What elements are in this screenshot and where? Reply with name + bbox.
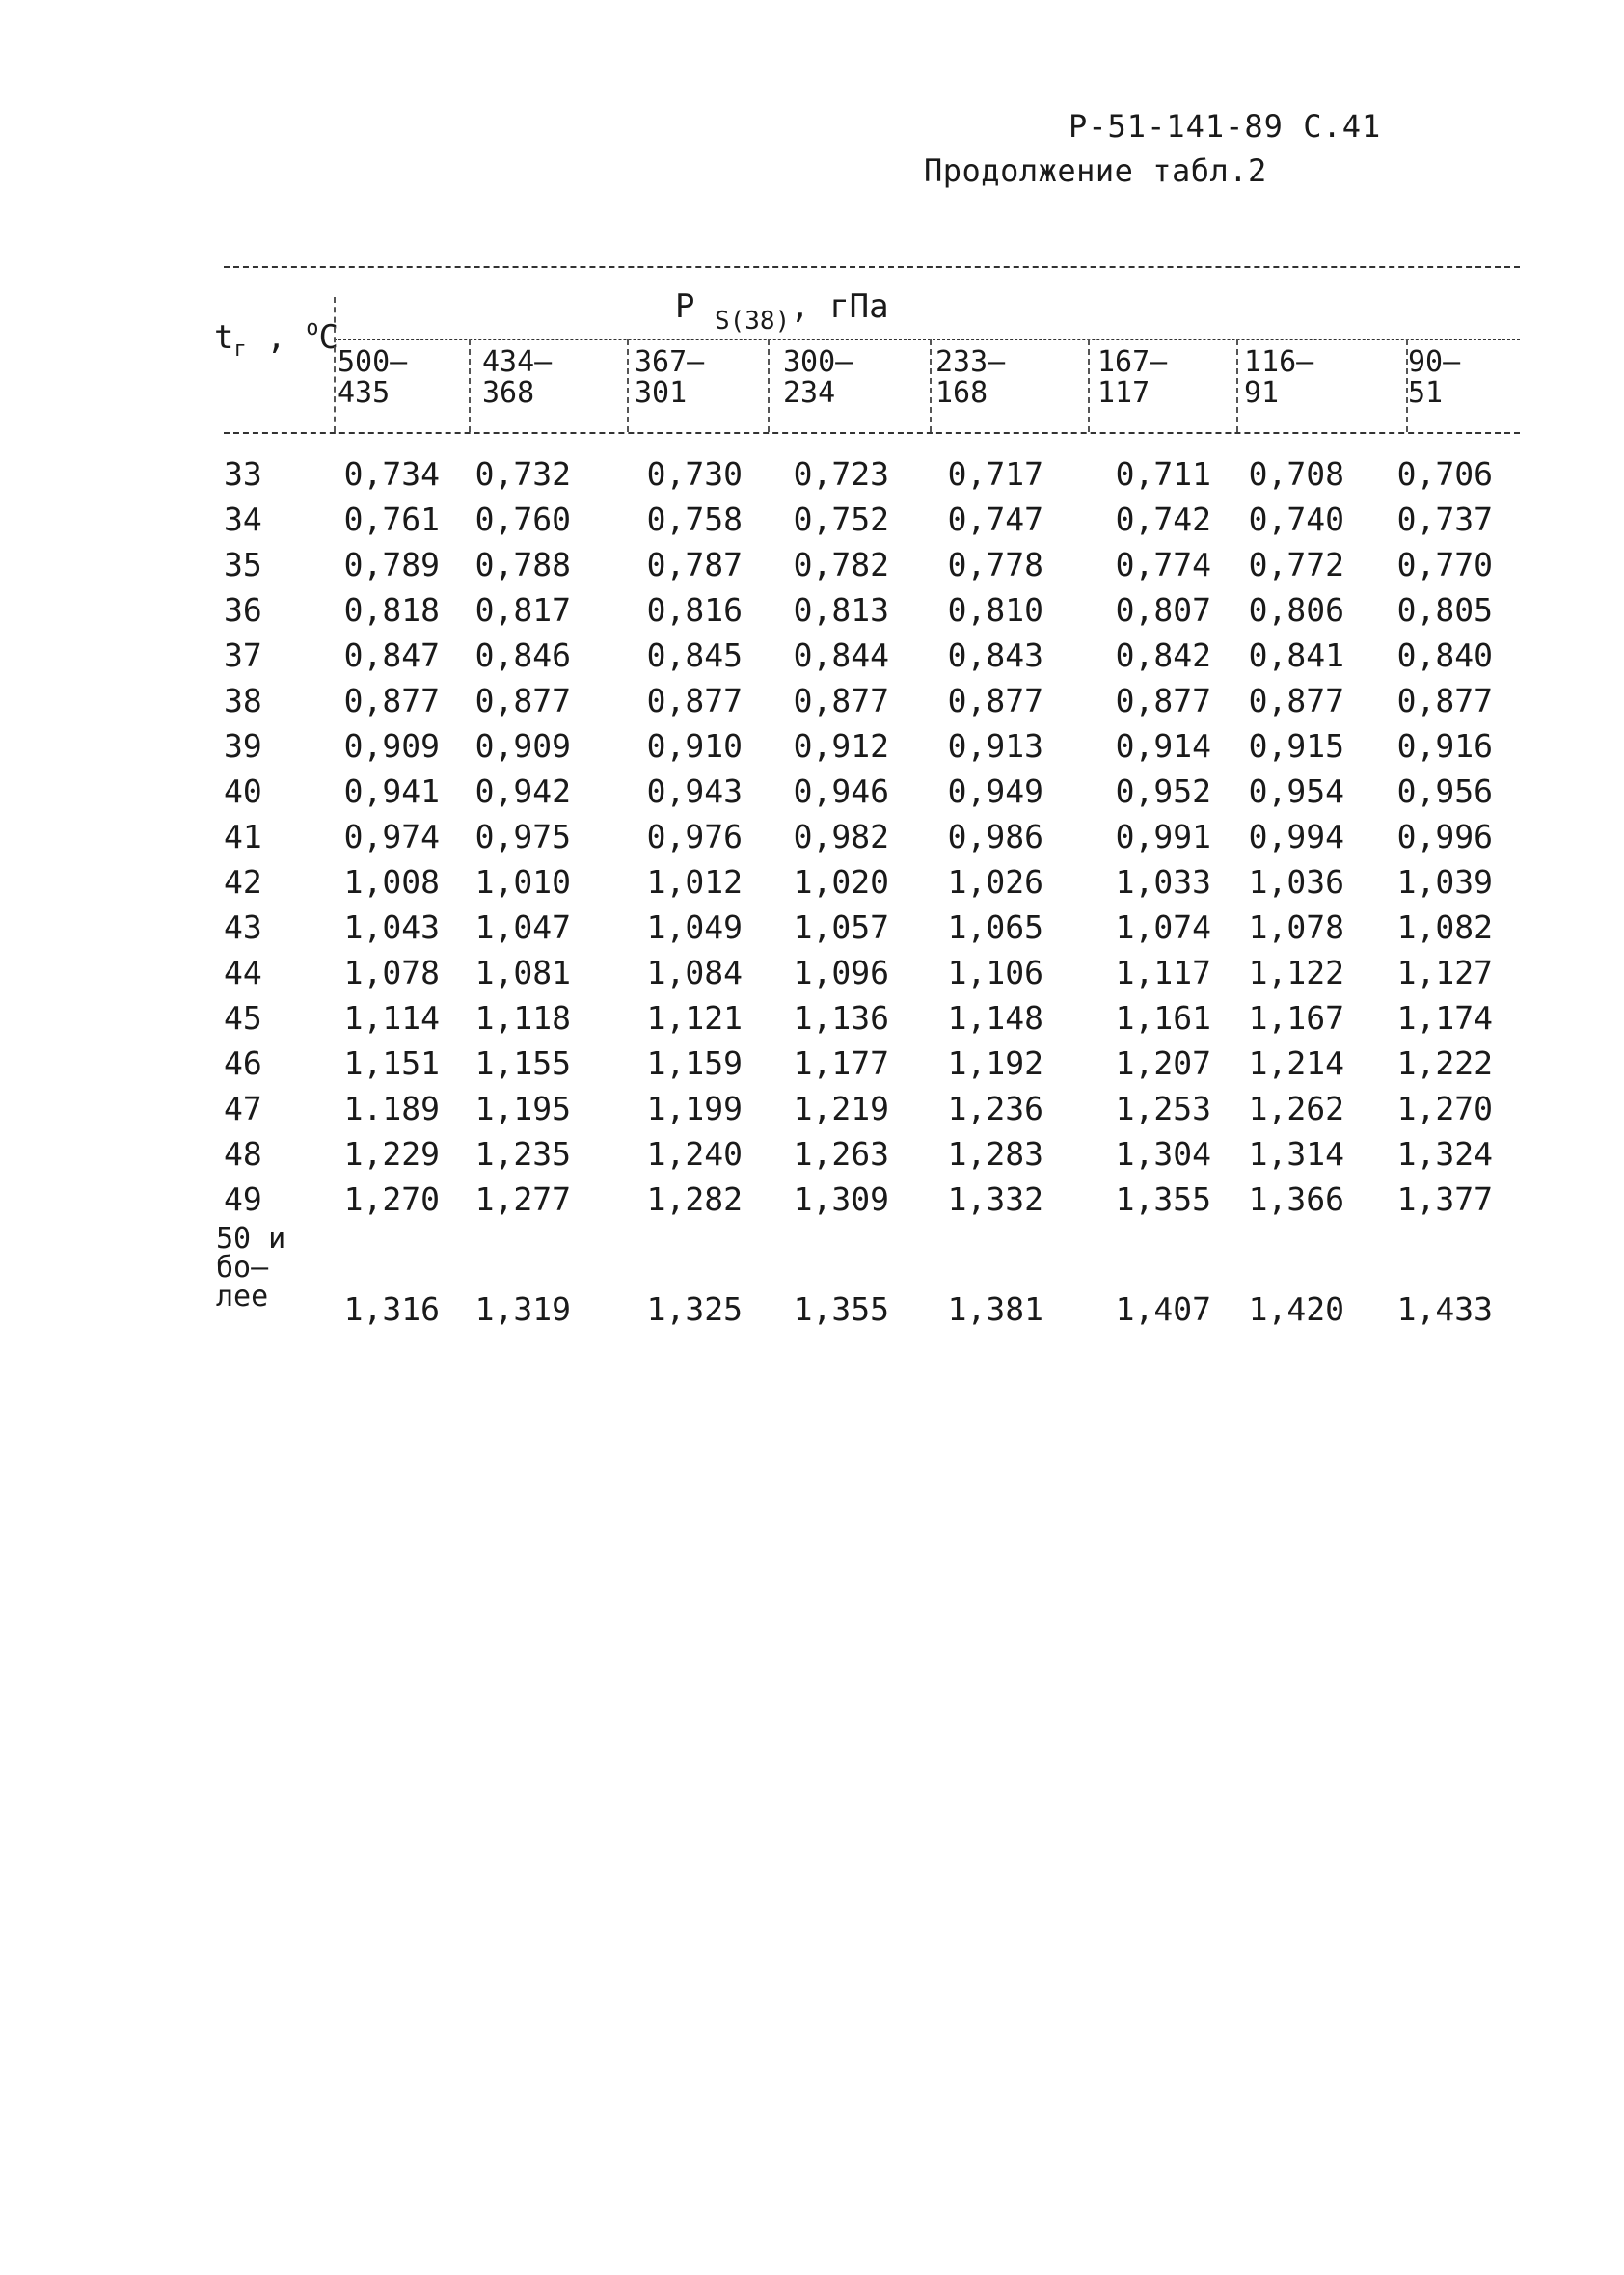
table-cell: 1,324	[1396, 1135, 1493, 1173]
row-label: 33	[224, 455, 262, 493]
row-label: 48	[224, 1135, 262, 1173]
table-cell-last-row: 1,316	[343, 1290, 440, 1328]
column-header-bottom: 234	[783, 376, 836, 410]
table-cell: 1,036	[1248, 863, 1344, 901]
row-header-sub: г	[233, 338, 247, 362]
table-cell: 0,847	[343, 636, 440, 674]
row-header-symbol: t	[214, 318, 234, 357]
table-cell: 1,304	[1115, 1135, 1211, 1173]
table-cell: 0,752	[793, 501, 889, 538]
table-cell: 0,747	[947, 501, 1043, 538]
table-cell: 1,235	[474, 1135, 571, 1173]
table-cell: 0,941	[343, 772, 440, 810]
column-header-top: 367–	[635, 345, 705, 379]
table-cell: 0,740	[1248, 501, 1344, 538]
table-cell: 1,082	[1396, 908, 1493, 946]
table-cell: 1,309	[793, 1180, 889, 1218]
table-cell: 0,916	[1396, 727, 1493, 765]
table-cell: 1,008	[343, 863, 440, 901]
table-cell: 0,761	[343, 501, 440, 538]
table-cell: 1,161	[1115, 999, 1211, 1037]
table-cell: 0,758	[646, 501, 743, 538]
table-cell: 0,845	[646, 636, 743, 674]
table-cell-last-row: 1,433	[1396, 1290, 1493, 1328]
column-header-top: 233–	[935, 345, 1006, 379]
table-cell: 0,843	[947, 636, 1043, 674]
table-cell: 0,789	[343, 546, 440, 583]
column-header-bottom: 301	[635, 376, 688, 410]
row-header-unit: С	[318, 318, 338, 357]
table-cell: 0,844	[793, 636, 889, 674]
column-header	[1244, 347, 1313, 409]
table-cell: 0,772	[1248, 546, 1344, 583]
table-cell: 1,366	[1248, 1180, 1344, 1218]
table-cell: 1,151	[343, 1044, 440, 1082]
table-cell: 1,117	[1115, 954, 1211, 991]
table-cell: 0,818	[343, 591, 440, 629]
table-cell: 0,982	[793, 818, 889, 855]
row-label: 37	[224, 636, 262, 674]
last-row-label-line: лее	[216, 1280, 269, 1314]
table-cell: 1,214	[1248, 1044, 1344, 1082]
header-bottom-rule	[224, 432, 1520, 434]
header-mid-rule	[334, 339, 1520, 340]
table-cell: 1,270	[343, 1180, 440, 1218]
column-divider	[768, 339, 770, 432]
row-header: $t_г$ , $^o$С	[214, 316, 338, 362]
column-header-top: 116–	[1244, 345, 1314, 379]
table-cell: 0,778	[947, 546, 1043, 583]
row-header-unit-sup: o	[306, 316, 319, 340]
column-header-bottom: 168	[935, 376, 988, 410]
table-cell: 1,377	[1396, 1180, 1493, 1218]
table-cell: 0,723	[793, 455, 889, 493]
table-cell: 1,074	[1115, 908, 1211, 946]
table-cell: 1,047	[474, 908, 571, 946]
table-cell: 0,742	[1115, 501, 1211, 538]
table-cell-last-row: 1,381	[947, 1290, 1043, 1328]
table-cell: 1.189	[343, 1090, 440, 1127]
table-cell: 0,877	[1115, 682, 1211, 719]
table-cell: 0,915	[1248, 727, 1344, 765]
table-cell: 0,737	[1396, 501, 1493, 538]
table-cell: 1,195	[474, 1090, 571, 1127]
table-cell-last-row: 1,355	[793, 1290, 889, 1328]
table-cell: 1,106	[947, 954, 1043, 991]
table-cell: 0,909	[474, 727, 571, 765]
table-cell: 1,199	[646, 1090, 743, 1127]
table-cell: 0,717	[947, 455, 1043, 493]
column-header-bottom: 51	[1408, 376, 1444, 410]
table-cell: 1,020	[793, 863, 889, 901]
table-cell: 1,012	[646, 863, 743, 901]
table-cell: 1,057	[793, 908, 889, 946]
table-cell: 1,118	[474, 999, 571, 1037]
table-cell: 1,026	[947, 863, 1043, 901]
row-label: 44	[224, 954, 262, 991]
table-cell: 1,148	[947, 999, 1043, 1037]
table-top-rule	[224, 266, 1520, 268]
table-cell-last-row: 1,325	[646, 1290, 743, 1328]
table-cell: 0,708	[1248, 455, 1344, 493]
column-group-header	[675, 287, 889, 336]
row-label: 49	[224, 1180, 262, 1218]
table-cell: 1,263	[793, 1135, 889, 1173]
table-cell: 0,770	[1396, 546, 1493, 583]
table-cell: 1,081	[474, 954, 571, 991]
table-cell: 0,760	[474, 501, 571, 538]
table-cell: 1,114	[343, 999, 440, 1037]
column-header	[1408, 347, 1460, 409]
table-continuation-title: Продолжение табл.2	[924, 152, 1267, 189]
table-cell: 1,270	[1396, 1090, 1493, 1127]
last-row-label-line: бо–	[216, 1251, 269, 1285]
row-label: 34	[224, 501, 262, 538]
column-header	[935, 347, 1005, 409]
row-label: 43	[224, 908, 262, 946]
table-cell: 0,877	[1396, 682, 1493, 719]
table-cell: 0,910	[646, 727, 743, 765]
row-label: 40	[224, 772, 262, 810]
column-divider	[1236, 339, 1238, 432]
table-cell: 1,155	[474, 1044, 571, 1082]
table-cell: 1,159	[646, 1044, 743, 1082]
table-cell-last-row: 1,407	[1115, 1290, 1211, 1328]
row-label: 46	[224, 1044, 262, 1082]
table-cell-last-row: 1,420	[1248, 1290, 1344, 1328]
row-label: 36	[224, 591, 262, 629]
table-cell: 0,842	[1115, 636, 1211, 674]
table-cell: 0,877	[646, 682, 743, 719]
table-cell: 0,732	[474, 455, 571, 493]
table-cell: 1,122	[1248, 954, 1344, 991]
table-cell: 1,010	[474, 863, 571, 901]
table-cell: 0,956	[1396, 772, 1493, 810]
column-header	[338, 347, 407, 409]
column-header	[635, 347, 704, 409]
table-cell: 0,877	[474, 682, 571, 719]
table-cell: 1,355	[1115, 1180, 1211, 1218]
row-label: 35	[224, 546, 262, 583]
table-cell: 0,805	[1396, 591, 1493, 629]
table-cell: 1,127	[1396, 954, 1493, 991]
table-cell: 1,065	[947, 908, 1043, 946]
table-cell: 1,277	[474, 1180, 571, 1218]
table-cell-last-row: 1,319	[474, 1290, 571, 1328]
table-cell: 0,788	[474, 546, 571, 583]
group-symbol: P	[675, 287, 695, 326]
table-cell: 1,262	[1248, 1090, 1344, 1127]
table-cell: 1,078	[1248, 908, 1344, 946]
table-cell: 0,841	[1248, 636, 1344, 674]
column-divider	[1406, 339, 1408, 432]
table-cell: 1,121	[646, 999, 743, 1037]
column-header-top: 90–	[1408, 345, 1461, 379]
table-cell: 1,219	[793, 1090, 889, 1127]
column-header-bottom: 435	[338, 376, 391, 410]
table-cell: 1,207	[1115, 1044, 1211, 1082]
table-cell: 0,806	[1248, 591, 1344, 629]
table-cell: 1,240	[646, 1135, 743, 1173]
column-header-top: 500–	[338, 345, 408, 379]
table-cell: 0,952	[1115, 772, 1211, 810]
table-cell: 1,084	[646, 954, 743, 991]
column-header-bottom: 117	[1097, 376, 1150, 410]
table-cell: 0,912	[793, 727, 889, 765]
table-cell: 1,282	[646, 1180, 743, 1218]
column-header	[482, 347, 552, 409]
table-cell: 0,807	[1115, 591, 1211, 629]
column-header	[1097, 347, 1167, 409]
table-cell: 0,954	[1248, 772, 1344, 810]
table-cell: 0,877	[947, 682, 1043, 719]
column-header-bottom: 91	[1244, 376, 1280, 410]
row-label: 38	[224, 682, 262, 719]
table-cell: 0,711	[1115, 455, 1211, 493]
table-cell: 0,943	[646, 772, 743, 810]
table-cell: 0,810	[947, 591, 1043, 629]
table-cell: 1,033	[1115, 863, 1211, 901]
last-row-label	[216, 1222, 286, 1314]
table-cell: 1,177	[793, 1044, 889, 1082]
table-cell: 1,253	[1115, 1090, 1211, 1127]
table-cell: 0,706	[1396, 455, 1493, 493]
group-sub: S(38)	[714, 307, 791, 336]
table-cell: 0,846	[474, 636, 571, 674]
table-cell: 0,782	[793, 546, 889, 583]
table-cell: 0,774	[1115, 546, 1211, 583]
table-cell: 1,096	[793, 954, 889, 991]
table-cell: 0,734	[343, 455, 440, 493]
table-cell: 1,078	[343, 954, 440, 991]
column-divider	[930, 339, 932, 432]
table-cell: 1,167	[1248, 999, 1344, 1037]
column-divider	[469, 339, 471, 432]
table-cell: 0,994	[1248, 818, 1344, 855]
table-cell: 0,877	[793, 682, 889, 719]
table-cell: 1,039	[1396, 863, 1493, 901]
table-cell: 0,914	[1115, 727, 1211, 765]
table-cell: 1,174	[1396, 999, 1493, 1037]
doc-id: Р-51-141-89 С.41	[1069, 108, 1382, 145]
column-divider	[1088, 339, 1090, 432]
table-cell: 0,813	[793, 591, 889, 629]
table-cell: 1,314	[1248, 1135, 1344, 1173]
table-cell: 1,043	[343, 908, 440, 946]
table-cell: 1,283	[947, 1135, 1043, 1173]
table-cell: 1,229	[343, 1135, 440, 1173]
column-header-bottom: 368	[482, 376, 535, 410]
table-cell: 0,840	[1396, 636, 1493, 674]
column-header-top: 300–	[783, 345, 853, 379]
column-header-top: 167–	[1097, 345, 1168, 379]
table-cell: 0,949	[947, 772, 1043, 810]
column-header-top: 434–	[482, 345, 553, 379]
table-cell: 0,986	[947, 818, 1043, 855]
table-cell: 1,136	[793, 999, 889, 1037]
table-cell: 0,913	[947, 727, 1043, 765]
table-cell: 1,236	[947, 1090, 1043, 1127]
table-cell: 0,817	[474, 591, 571, 629]
column-header	[783, 347, 853, 409]
row-label: 39	[224, 727, 262, 765]
table-cell: 0,975	[474, 818, 571, 855]
table-cell: 0,877	[343, 682, 440, 719]
table-cell: 0,996	[1396, 818, 1493, 855]
table-cell: 0,909	[343, 727, 440, 765]
table-cell: 1,222	[1396, 1044, 1493, 1082]
table-cell: 0,991	[1115, 818, 1211, 855]
table-cell: 0,974	[343, 818, 440, 855]
table-cell: 0,877	[1248, 682, 1344, 719]
table-cell: 0,816	[646, 591, 743, 629]
row-label: 41	[224, 818, 262, 855]
column-divider	[627, 339, 629, 432]
row-label: 47	[224, 1090, 262, 1127]
table-cell: 0,730	[646, 455, 743, 493]
table-cell: 1,049	[646, 908, 743, 946]
row-label: 42	[224, 863, 262, 901]
last-row-label-line: 50 и	[216, 1222, 286, 1256]
table-cell: 0,976	[646, 818, 743, 855]
table-cell: 0,787	[646, 546, 743, 583]
table-cell: 0,942	[474, 772, 571, 810]
group-unit: , гПа	[790, 287, 889, 326]
column-divider	[334, 297, 336, 432]
row-label: 45	[224, 999, 262, 1037]
table-cell: 1,192	[947, 1044, 1043, 1082]
table-cell: 1,332	[947, 1180, 1043, 1218]
table-cell: 0,946	[793, 772, 889, 810]
